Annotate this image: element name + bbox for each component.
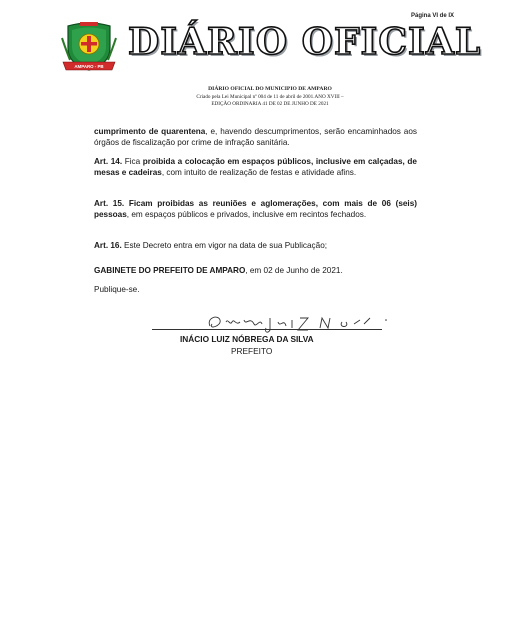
article-label: Art. 15. bbox=[94, 199, 125, 208]
article-16 bbox=[94, 240, 417, 251]
paragraph-text: Fica bbox=[122, 157, 143, 166]
gazette-subtitle: DIÁRIO OFICIAL DO MUNICIPIO DE AMPARO bbox=[208, 86, 332, 92]
paragraph-text: , em 02 de Junho de 2021. bbox=[245, 266, 343, 275]
bold-text: proibida a colocação em espaços públicos, inclusive em calçadas, de mesas e cadeiras bbox=[94, 157, 417, 177]
paragraph-text: , em espaços públicos e privados, inclusive em recintos fechados. bbox=[126, 210, 367, 219]
paragraph-text: , e, havendo descumprimentos, serão encaminhados aos órgãos de fiscalização por crime de infração sanitária. bbox=[94, 127, 417, 147]
cabinet-date-line bbox=[94, 265, 417, 276]
handwritten-signature bbox=[196, 306, 396, 336]
publish-line: Publique-se. bbox=[94, 285, 140, 294]
paragraph-text: , com intuito de realização de festas e atividade afins. bbox=[161, 168, 357, 177]
edition-line: EDIÇÃO ORDINARIA 41 DE 02 DE JUNHO DE 2021 bbox=[211, 101, 329, 107]
bold-text: GABINETE DO PREFEITO DE AMPARO bbox=[94, 266, 246, 275]
signer-name: INÁCIO LUIZ NÓBREGA DA SILVA bbox=[180, 334, 314, 344]
paragraph-text: Este Decreto entra em vigor na data de sua Publicação; bbox=[121, 241, 328, 250]
article-15 bbox=[94, 198, 417, 220]
article-14 bbox=[94, 156, 417, 178]
creation-law-line: Criado pela Lei Municipal nº 004 de 11 de abril de 2001.ANO XVIII – bbox=[196, 94, 344, 100]
municipal-crest-logo bbox=[60, 22, 118, 74]
article-label: Art. 16. bbox=[94, 241, 122, 250]
page-number: Página VI de IX bbox=[410, 13, 454, 19]
svg-text:AMPARO - PB: AMPARO - PB bbox=[74, 64, 104, 69]
bold-text: Ficam proibidas as reuniões e aglomerações, com mais de 06 (seis) pessoas bbox=[94, 199, 417, 219]
article-label: Art. 14. bbox=[94, 157, 123, 166]
bold-lead: cumprimento de quarentena bbox=[94, 127, 206, 136]
signature-line bbox=[152, 329, 382, 330]
paragraph-quarentena bbox=[94, 126, 417, 148]
masthead-title: DIÁRIO OFICIAL bbox=[128, 21, 482, 63]
signer-title: PREFEITO bbox=[231, 346, 273, 356]
